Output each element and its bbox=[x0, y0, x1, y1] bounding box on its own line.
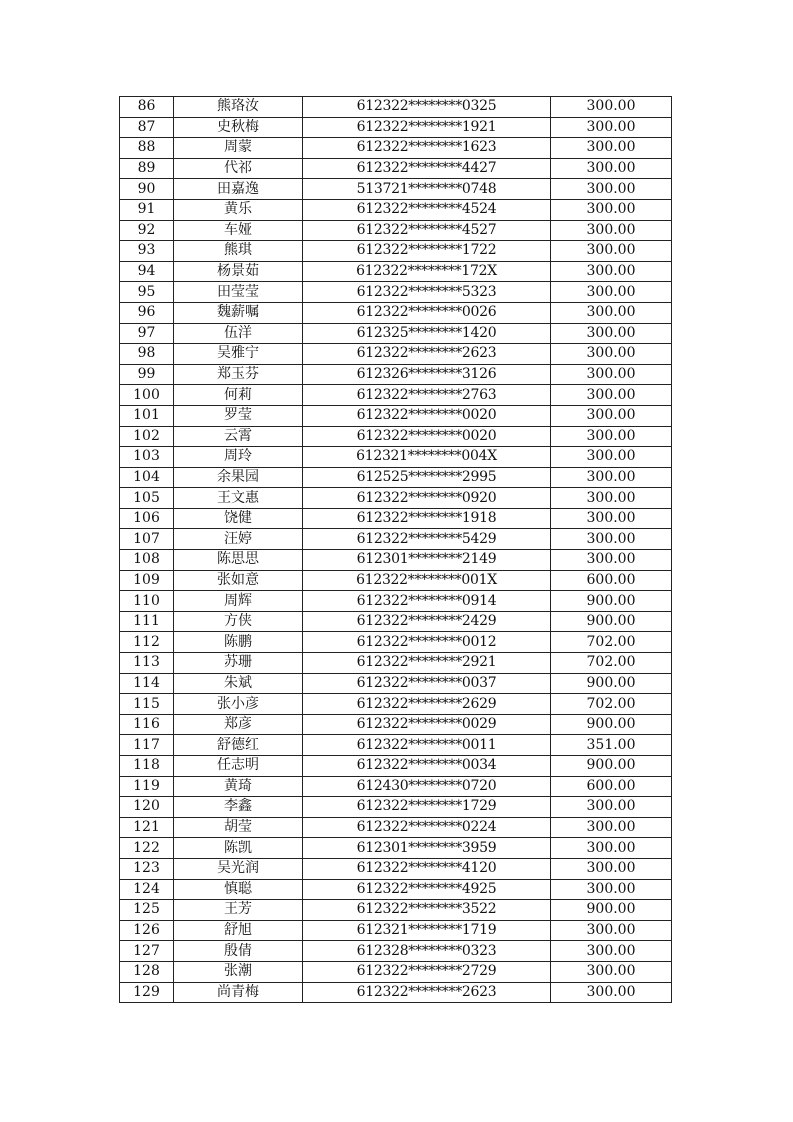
row-number: 97 bbox=[120, 323, 174, 344]
row-number: 122 bbox=[120, 838, 174, 859]
amount: 600.00 bbox=[551, 570, 672, 591]
row-number: 113 bbox=[120, 653, 174, 674]
row-number: 100 bbox=[120, 385, 174, 406]
person-name: 郑玉芬 bbox=[174, 364, 303, 385]
id-number: 612525********2995 bbox=[303, 467, 551, 488]
person-name: 何莉 bbox=[174, 385, 303, 406]
table-row bbox=[120, 570, 672, 591]
id-number: 612322********2921 bbox=[303, 653, 551, 674]
person-name: 胡莹 bbox=[174, 817, 303, 838]
row-number: 119 bbox=[120, 776, 174, 797]
amount: 300.00 bbox=[551, 797, 672, 818]
amount: 300.00 bbox=[551, 179, 672, 200]
amount: 300.00 bbox=[551, 508, 672, 529]
person-name: 车娅 bbox=[174, 220, 303, 241]
id-number: 612322********0020 bbox=[303, 405, 551, 426]
row-number: 96 bbox=[120, 302, 174, 323]
id-number: 612322********2429 bbox=[303, 611, 551, 632]
amount: 600.00 bbox=[551, 776, 672, 797]
row-number: 90 bbox=[120, 179, 174, 200]
person-name: 王文惠 bbox=[174, 488, 303, 509]
amount: 300.00 bbox=[551, 529, 672, 550]
row-number: 125 bbox=[120, 900, 174, 921]
id-number: 612322********0020 bbox=[303, 426, 551, 447]
table-row bbox=[120, 653, 672, 674]
id-number: 612322********0325 bbox=[303, 97, 551, 118]
id-number: 612322********172X bbox=[303, 261, 551, 282]
person-name: 熊琪 bbox=[174, 241, 303, 262]
person-name: 殷倩 bbox=[174, 941, 303, 962]
person-name: 尚青梅 bbox=[174, 982, 303, 1003]
person-name: 李鑫 bbox=[174, 797, 303, 818]
row-number: 93 bbox=[120, 241, 174, 262]
amount: 300.00 bbox=[551, 199, 672, 220]
amount: 702.00 bbox=[551, 632, 672, 653]
person-name: 朱斌 bbox=[174, 673, 303, 694]
row-number: 101 bbox=[120, 405, 174, 426]
table-row bbox=[120, 323, 672, 344]
id-number: 612322********2623 bbox=[303, 344, 551, 365]
row-number: 127 bbox=[120, 941, 174, 962]
table-row bbox=[120, 508, 672, 529]
table-row bbox=[120, 982, 672, 1003]
person-name: 黄琦 bbox=[174, 776, 303, 797]
table-row bbox=[120, 241, 672, 262]
table-row bbox=[120, 673, 672, 694]
id-number: 612322********0037 bbox=[303, 673, 551, 694]
row-number: 102 bbox=[120, 426, 174, 447]
row-number: 116 bbox=[120, 714, 174, 735]
amount: 900.00 bbox=[551, 756, 672, 777]
id-number: 612322********001X bbox=[303, 570, 551, 591]
row-number: 110 bbox=[120, 591, 174, 612]
person-name: 伍洋 bbox=[174, 323, 303, 344]
row-number: 89 bbox=[120, 158, 174, 179]
row-number: 117 bbox=[120, 735, 174, 756]
row-number: 104 bbox=[120, 467, 174, 488]
amount: 300.00 bbox=[551, 838, 672, 859]
person-name: 田嘉逸 bbox=[174, 179, 303, 200]
table-row bbox=[120, 591, 672, 612]
amount: 900.00 bbox=[551, 900, 672, 921]
table-row bbox=[120, 776, 672, 797]
amount: 300.00 bbox=[551, 158, 672, 179]
row-number: 95 bbox=[120, 282, 174, 303]
row-number: 111 bbox=[120, 611, 174, 632]
amount: 300.00 bbox=[551, 488, 672, 509]
person-name: 魏薪嘱 bbox=[174, 302, 303, 323]
row-number: 94 bbox=[120, 261, 174, 282]
row-number: 87 bbox=[120, 117, 174, 138]
amount: 900.00 bbox=[551, 714, 672, 735]
table-row bbox=[120, 797, 672, 818]
row-number: 105 bbox=[120, 488, 174, 509]
table-row bbox=[120, 261, 672, 282]
table-row bbox=[120, 529, 672, 550]
amount: 300.00 bbox=[551, 550, 672, 571]
row-number: 121 bbox=[120, 817, 174, 838]
person-name: 吴雅宁 bbox=[174, 344, 303, 365]
id-number: 513721********0748 bbox=[303, 179, 551, 200]
id-number: 612322********2729 bbox=[303, 961, 551, 982]
table-row bbox=[120, 756, 672, 777]
row-number: 120 bbox=[120, 797, 174, 818]
id-number: 612322********3522 bbox=[303, 900, 551, 921]
amount: 300.00 bbox=[551, 364, 672, 385]
person-name: 舒德红 bbox=[174, 735, 303, 756]
amount: 300.00 bbox=[551, 447, 672, 468]
row-number: 91 bbox=[120, 199, 174, 220]
person-name: 罗莹 bbox=[174, 405, 303, 426]
person-name: 张小彦 bbox=[174, 694, 303, 715]
id-number: 612322********1921 bbox=[303, 117, 551, 138]
id-number: 612322********0920 bbox=[303, 488, 551, 509]
table-row bbox=[120, 220, 672, 241]
table-row bbox=[120, 138, 672, 159]
id-number: 612322********4427 bbox=[303, 158, 551, 179]
amount: 351.00 bbox=[551, 735, 672, 756]
row-number: 124 bbox=[120, 879, 174, 900]
person-name: 张潮 bbox=[174, 961, 303, 982]
id-number: 612325********1420 bbox=[303, 323, 551, 344]
amount: 300.00 bbox=[551, 879, 672, 900]
amount: 300.00 bbox=[551, 941, 672, 962]
id-number: 612322********1722 bbox=[303, 241, 551, 262]
table-row bbox=[120, 488, 672, 509]
row-number: 123 bbox=[120, 858, 174, 879]
table-row bbox=[120, 694, 672, 715]
row-number: 108 bbox=[120, 550, 174, 571]
person-name: 陈凯 bbox=[174, 838, 303, 859]
amount: 300.00 bbox=[551, 858, 672, 879]
person-name: 张如意 bbox=[174, 570, 303, 591]
row-number: 118 bbox=[120, 756, 174, 777]
person-name: 汪婷 bbox=[174, 529, 303, 550]
id-number: 612322********0026 bbox=[303, 302, 551, 323]
id-number: 612322********0029 bbox=[303, 714, 551, 735]
person-name: 舒旭 bbox=[174, 920, 303, 941]
table-row bbox=[120, 632, 672, 653]
person-name: 黄乐 bbox=[174, 199, 303, 220]
amount: 300.00 bbox=[551, 220, 672, 241]
amount: 300.00 bbox=[551, 302, 672, 323]
table-row bbox=[120, 714, 672, 735]
table-row bbox=[120, 550, 672, 571]
table-body bbox=[120, 97, 672, 1003]
amount: 300.00 bbox=[551, 241, 672, 262]
id-number: 612322********4925 bbox=[303, 879, 551, 900]
row-number: 112 bbox=[120, 632, 174, 653]
row-number: 99 bbox=[120, 364, 174, 385]
table-row bbox=[120, 158, 672, 179]
id-number: 612322********0224 bbox=[303, 817, 551, 838]
id-number: 612322********5323 bbox=[303, 282, 551, 303]
id-number: 612322********4120 bbox=[303, 858, 551, 879]
id-number: 612322********2623 bbox=[303, 982, 551, 1003]
row-number: 92 bbox=[120, 220, 174, 241]
table-row bbox=[120, 817, 672, 838]
table-row bbox=[120, 364, 672, 385]
person-name: 周辉 bbox=[174, 591, 303, 612]
table-row bbox=[120, 467, 672, 488]
amount: 300.00 bbox=[551, 97, 672, 118]
table-row bbox=[120, 426, 672, 447]
table-row bbox=[120, 302, 672, 323]
amount: 300.00 bbox=[551, 282, 672, 303]
table-row bbox=[120, 199, 672, 220]
person-name: 史秋梅 bbox=[174, 117, 303, 138]
row-number: 128 bbox=[120, 961, 174, 982]
id-number: 612326********3126 bbox=[303, 364, 551, 385]
amount: 702.00 bbox=[551, 653, 672, 674]
id-number: 612321********1719 bbox=[303, 920, 551, 941]
table-row bbox=[120, 97, 672, 118]
amount: 900.00 bbox=[551, 611, 672, 632]
person-name: 王芳 bbox=[174, 900, 303, 921]
row-number: 86 bbox=[120, 97, 174, 118]
row-number: 126 bbox=[120, 920, 174, 941]
id-number: 612322********0914 bbox=[303, 591, 551, 612]
person-name: 陈思思 bbox=[174, 550, 303, 571]
id-number: 612322********0011 bbox=[303, 735, 551, 756]
amount: 900.00 bbox=[551, 591, 672, 612]
amount: 300.00 bbox=[551, 344, 672, 365]
table-row bbox=[120, 344, 672, 365]
row-number: 114 bbox=[120, 673, 174, 694]
id-number: 612430********0720 bbox=[303, 776, 551, 797]
id-number: 612322********4524 bbox=[303, 199, 551, 220]
table-row bbox=[120, 735, 672, 756]
person-name: 田莹莹 bbox=[174, 282, 303, 303]
amount: 300.00 bbox=[551, 982, 672, 1003]
person-name: 代祁 bbox=[174, 158, 303, 179]
person-name: 杨景茹 bbox=[174, 261, 303, 282]
row-number: 107 bbox=[120, 529, 174, 550]
amount: 300.00 bbox=[551, 961, 672, 982]
table-row bbox=[120, 117, 672, 138]
amount: 300.00 bbox=[551, 385, 672, 406]
row-number: 106 bbox=[120, 508, 174, 529]
person-name: 熊珞汝 bbox=[174, 97, 303, 118]
amount: 300.00 bbox=[551, 138, 672, 159]
table-row bbox=[120, 447, 672, 468]
amount: 300.00 bbox=[551, 426, 672, 447]
id-number: 612322********2763 bbox=[303, 385, 551, 406]
id-number: 612322********1729 bbox=[303, 797, 551, 818]
table-row bbox=[120, 405, 672, 426]
id-number: 612301********3959 bbox=[303, 838, 551, 859]
row-number: 115 bbox=[120, 694, 174, 715]
person-name: 郑彦 bbox=[174, 714, 303, 735]
table-row bbox=[120, 941, 672, 962]
amount: 300.00 bbox=[551, 920, 672, 941]
id-number: 612322********4527 bbox=[303, 220, 551, 241]
person-name: 饶健 bbox=[174, 508, 303, 529]
table-row bbox=[120, 961, 672, 982]
id-number: 612321********004X bbox=[303, 447, 551, 468]
id-number: 612301********2149 bbox=[303, 550, 551, 571]
table-row bbox=[120, 179, 672, 200]
row-number: 109 bbox=[120, 570, 174, 591]
person-name: 慎聪 bbox=[174, 879, 303, 900]
person-name: 方侠 bbox=[174, 611, 303, 632]
table-row bbox=[120, 858, 672, 879]
amount: 300.00 bbox=[551, 323, 672, 344]
id-number: 612328********0323 bbox=[303, 941, 551, 962]
person-name: 任志明 bbox=[174, 756, 303, 777]
amount: 300.00 bbox=[551, 405, 672, 426]
amount: 702.00 bbox=[551, 694, 672, 715]
person-name: 余果园 bbox=[174, 467, 303, 488]
table-row bbox=[120, 282, 672, 303]
person-name: 吴光润 bbox=[174, 858, 303, 879]
id-number: 612322********1623 bbox=[303, 138, 551, 159]
amount: 300.00 bbox=[551, 467, 672, 488]
id-number: 612322********0012 bbox=[303, 632, 551, 653]
person-name: 苏珊 bbox=[174, 653, 303, 674]
amount: 300.00 bbox=[551, 261, 672, 282]
amount: 300.00 bbox=[551, 817, 672, 838]
row-number: 103 bbox=[120, 447, 174, 468]
row-number: 129 bbox=[120, 982, 174, 1003]
person-name: 云霄 bbox=[174, 426, 303, 447]
amount: 900.00 bbox=[551, 673, 672, 694]
id-number: 612322********1918 bbox=[303, 508, 551, 529]
table-row bbox=[120, 611, 672, 632]
recipient-table bbox=[119, 96, 672, 1003]
table-row bbox=[120, 920, 672, 941]
row-number: 88 bbox=[120, 138, 174, 159]
table-row bbox=[120, 385, 672, 406]
id-number: 612322********5429 bbox=[303, 529, 551, 550]
table-row bbox=[120, 879, 672, 900]
person-name: 陈鹏 bbox=[174, 632, 303, 653]
amount: 300.00 bbox=[551, 117, 672, 138]
id-number: 612322********0034 bbox=[303, 756, 551, 777]
row-number: 98 bbox=[120, 344, 174, 365]
table-row bbox=[120, 900, 672, 921]
person-name: 周玲 bbox=[174, 447, 303, 468]
id-number: 612322********2629 bbox=[303, 694, 551, 715]
person-name: 周蒙 bbox=[174, 138, 303, 159]
table-row bbox=[120, 838, 672, 859]
